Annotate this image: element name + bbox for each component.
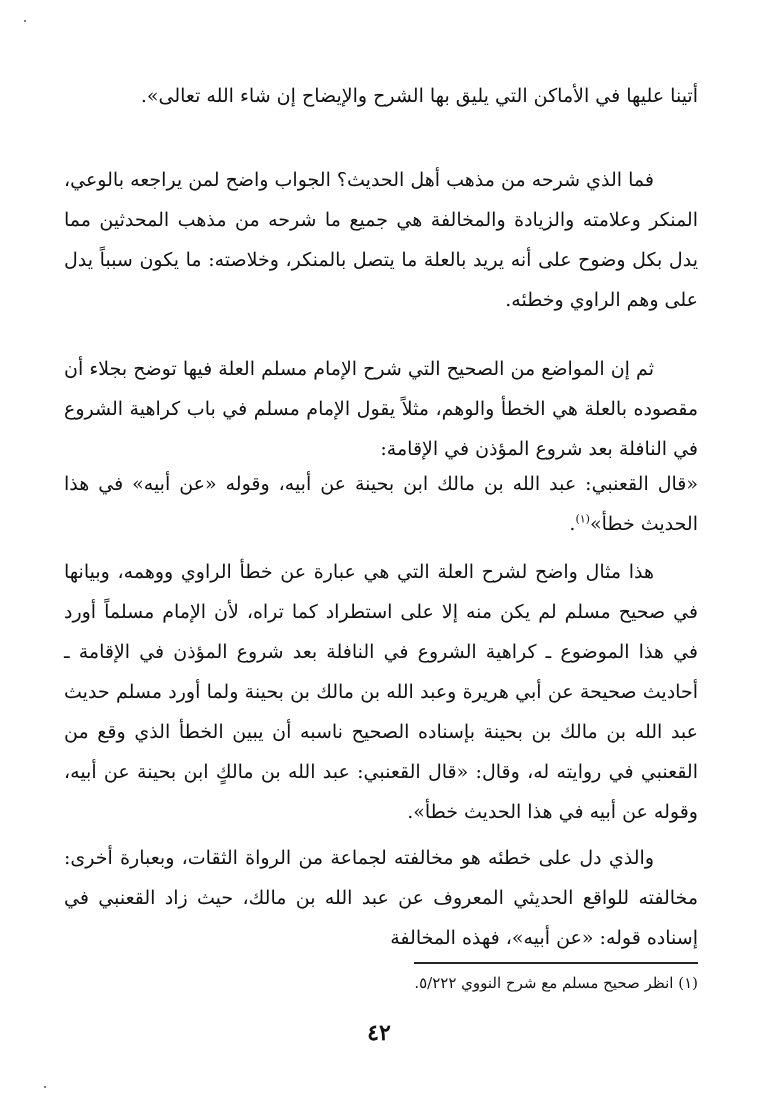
paragraph-2: فما الذي شرحه من مذهب أهل الحديث؟ الجواب واضح لمن يراجعه بالوعي، المنكر وعلامته والزيادة والمخالفة هي جميع ما شرحه من مذهب المحدثين مما يدل بكل وضوح على أنه يريد بالعلة ما يتصل بالمنكر، وخلاصته: ما يكون سبباً يدل على وهم الراوي وخطئه. xyxy=(64,169,698,311)
quote-end: . xyxy=(569,513,576,535)
paragraph-5: هذا مثال واضح لشرح العلة التي هي عبارة عن خطأ الراوي ووهمه، وبيانها في صحيح مسلم لم يكن منه إلا على استطراد كما تراه، لأن الإمام مسلماً أورد في هذا الموضوع ـ كراهية الشروع في النافلة بعد شروع المؤذن في الإقامة ـ أحاديث صحيحة عن أبي هريرة وعبد الله بن مالك بن بحينة ولما أورد مسلم حديث عبد الله بن مالك بن بحينة بإسناده الصحيح ناسبه أن يبين الخطأ الذي وقع من القعنبي في روايته له، وقال: «قال القعنبي: عبد الله بن مالكٍ ابن بحينة عن أبيه، وقوله عن أبيه في هذا الحديث خطأ». xyxy=(64,561,698,823)
paragraph-6: والذي دل على خطئه هو مخالفته لجماعة من الرواة الثقات، وبعبارة أخرى: مخالفته للواقع الحديثي المعروف عن عبد الله بن مالك، حيث زاد القعنبي في إسناده قوله: «عن أبيه»، فهذه المخالفة xyxy=(64,847,698,949)
footnote-reference[interactable]: (١) xyxy=(575,512,590,526)
scan-speck xyxy=(44,1086,46,1088)
footnote: (١) انظر صحيح مسلم مع شرح النووي ٥/٢٢٢. xyxy=(414,974,698,992)
page-number: ٤٢ xyxy=(367,1020,391,1046)
scan-speck xyxy=(24,20,26,22)
paragraph-3: ثم إن المواضع من الصحيح التي شرح الإمام مسلم العلة فيها توضح بجلاء أن مقصوده بالعلة هي الخطأ والوهم، مثلاً يقول الإمام مسلم في باب كراهية الشروع في النافلة بعد شروع المؤذن في الإقامة: xyxy=(64,358,698,460)
footnote-divider xyxy=(414,962,698,964)
quote-text: «قال القعنبي: عبد الله بن مالك ابن بحينة عن أبيه، وقوله «عن أبيه» في هذا الحديث خطأ» xyxy=(64,473,698,535)
paragraph-1: أتينا عليها في الأماكن التي يليق بها الشرح والإيضاح إن شاء الله تعالى». xyxy=(140,85,698,107)
quote-paragraph xyxy=(64,464,698,544)
